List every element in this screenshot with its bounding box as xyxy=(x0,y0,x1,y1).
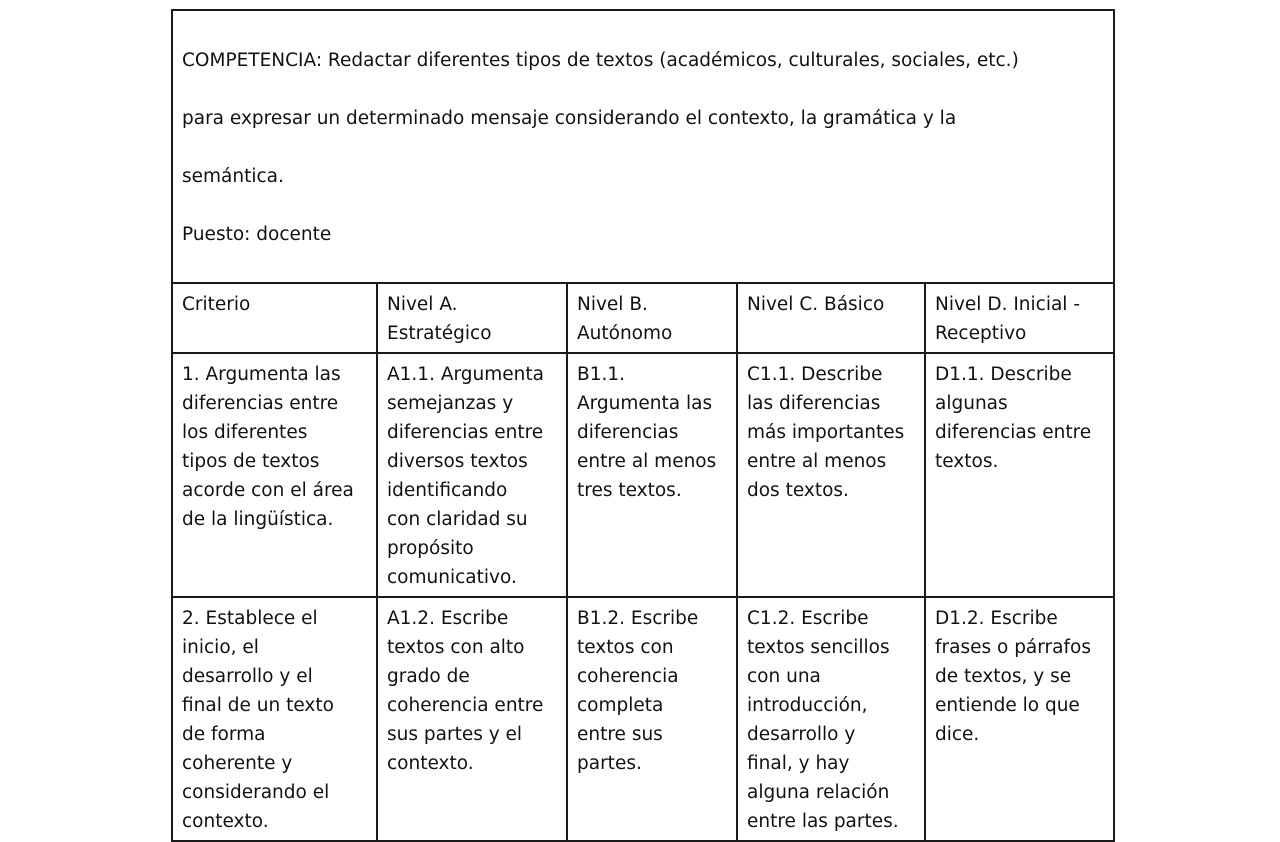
nivel-d-cell: D1.2. Escribe frases o párrafos de textos, y se entiende lo que dice. xyxy=(925,597,1114,841)
levels-header-row xyxy=(172,283,1114,353)
competencia-row xyxy=(172,10,1114,283)
rubric-table xyxy=(171,9,1115,842)
competencia-text-line-2: para expresar un determinado mensaje considerando el contexto, la gramática y la xyxy=(182,108,957,129)
competencia-text-line-3: semántica. xyxy=(182,166,284,187)
column-header-nivel-c: Nivel C. Básico xyxy=(737,283,925,353)
column-header-nivel-d: Nivel D. Inicial - Receptivo xyxy=(925,283,1114,353)
column-header-nivel-a: Nivel A. Estratégico xyxy=(377,283,567,353)
nivel-d-cell: D1.1. Describe algunas diferencias entre textos. xyxy=(925,353,1114,597)
column-header-nivel-b: Nivel B. Autónomo xyxy=(567,283,737,353)
criterio-cell: 1. Argumenta las diferencias entre los diferentes tipos de textos acorde con el área de la lingüística. xyxy=(172,353,377,597)
nivel-c-cell: C1.2. Escribe textos sencillos con una introducción, desarrollo y final, y hay alguna relación entre las partes. xyxy=(737,597,925,841)
nivel-a-cell: A1.2. Escribe textos con alto grado de coherencia entre sus partes y el contexto. xyxy=(377,597,567,841)
competencia-text-line-1: COMPETENCIA: Redactar diferentes tipos de textos (académicos, culturales, sociales, etc.) xyxy=(182,50,1019,71)
competencia-cell xyxy=(172,10,1114,283)
nivel-a-cell: A1.1. Argumenta semejanzas y diferencias entre diversos textos identificando con claridad su propósito comunicativo. xyxy=(377,353,567,597)
nivel-b-cell: B1.2. Escribe textos con coherencia completa entre sus partes. xyxy=(567,597,737,841)
nivel-b-cell: B1.1. Argumenta las diferencias entre al menos tres textos. xyxy=(567,353,737,597)
column-header-criterio: Criterio xyxy=(172,283,377,353)
puesto-text: Puesto: docente xyxy=(182,224,332,245)
table-row xyxy=(172,353,1114,597)
nivel-c-cell: C1.1. Describe las diferencias más importantes entre al menos dos textos. xyxy=(737,353,925,597)
table-row xyxy=(172,597,1114,841)
criterio-cell: 2. Establece el inicio, el desarrollo y el final de un texto de forma coherente y considerando el contexto. xyxy=(172,597,377,841)
